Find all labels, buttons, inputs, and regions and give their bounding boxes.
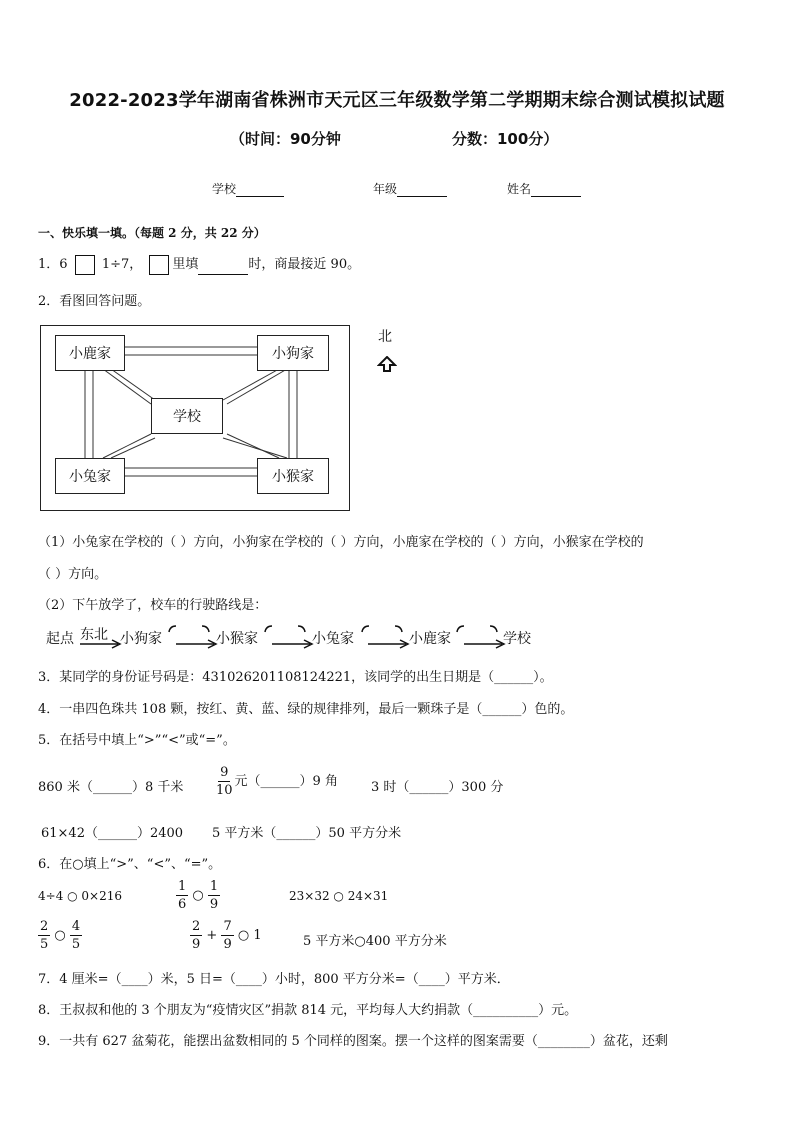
q5-item-2 <box>214 764 338 799</box>
q6-item-2 <box>176 878 220 913</box>
q5-item-1: 860 米（______）8 千米 <box>38 780 184 795</box>
q1-text-b: 1÷7， <box>101 257 143 272</box>
grade-blank[interactable] <box>397 196 447 197</box>
grade-label: 年级 <box>373 182 398 196</box>
q6-frac-2 <box>208 878 220 913</box>
route-arrows <box>76 622 516 652</box>
q5-fraction <box>214 764 235 799</box>
q6-compare-circle-1[interactable]: ○ <box>192 888 204 903</box>
q6-item-4 <box>38 918 82 953</box>
grade-field <box>373 180 447 197</box>
q6-frac-6-num: 7 <box>223 919 232 934</box>
q6-frac-5 <box>190 918 202 953</box>
q2-sub2: （2）下午放学了，校车的行驶路线是： <box>38 598 268 613</box>
dog-home: 小狗家 <box>257 335 329 371</box>
q6-item-6: 5 平方米○400 平方分米 <box>303 934 447 949</box>
monkey-home: 小猴家 <box>257 458 329 494</box>
exam-score: 分数：100分） <box>452 130 559 148</box>
question-3: 3．某同学的身份证号码是：431026201108124221，该同学的出生日期是（______）。 <box>38 670 553 685</box>
q6-item-1: 4÷4 ○ 0×216 <box>38 889 123 903</box>
q5-item-3: 3 时（______）300 分 <box>371 780 504 795</box>
exam-time: （时间：90分钟 <box>230 130 341 148</box>
route-stop-deer: 小鹿家 <box>409 631 451 647</box>
q5-item-2-text: 元（______）9 角 <box>234 774 338 789</box>
q1-text-c: 里填 <box>172 257 199 272</box>
name-blank[interactable] <box>531 196 581 197</box>
page-title: 2022-2023学年湖南省株洲市天元区三年级数学第二学期期末综合测试模拟试题 <box>69 90 725 111</box>
route-end: 学校 <box>503 631 531 647</box>
q2-sub1-line1: （1）小兔家在学校的（ ）方向，小狗家在学校的（ ）方向，小鹿家在学校的（ ）方向，小猴家在学校的 <box>38 535 644 550</box>
q6-frac-4-num: 4 <box>71 919 81 934</box>
q6-frac-1-num: 1 <box>178 879 187 894</box>
question-6-prompt: 6．在○填上“>”、“<”、“=”。 <box>38 857 222 872</box>
question-4: 4．一串四色珠共 108 颗，按红、黄、蓝、绿的规律排列，最后一颗珠子是（______）色的。 <box>38 702 574 717</box>
q2-sub1-line2: （ ）方向。 <box>38 567 108 582</box>
q6-item-3: 23×32 ○ 24×31 <box>289 889 389 903</box>
question-2-prompt: 2．看图回答问题。 <box>38 294 151 309</box>
question-1 <box>38 253 360 275</box>
question-7: 7．4 厘米=（____）米，5 日=（____）小时，800 平方分米=（____）平方米． <box>38 972 510 987</box>
q6-plus-sign: + <box>206 928 218 943</box>
q5-frac-num: 9 <box>220 765 229 780</box>
school-label: 学校 <box>212 182 237 196</box>
q1-text-a: 1．6 <box>38 257 68 272</box>
q1-answer-box-2[interactable] <box>149 255 169 275</box>
q6-frac-1-den: 6 <box>178 897 187 912</box>
q5-frac-den: 10 <box>216 783 233 798</box>
q6-item-5-rest: ○ 1 <box>237 928 262 943</box>
name-label: 姓名 <box>507 182 532 196</box>
q6-frac-5-num: 2 <box>192 919 201 934</box>
q6-frac-3 <box>38 918 50 953</box>
section-heading: 一、快乐填一填。（每题 2 分，共 22 分） <box>38 226 266 240</box>
q5-item-4: 61×42（______）2400 <box>41 826 184 841</box>
rabbit-home: 小兔家 <box>55 458 125 494</box>
q6-frac-5-den: 9 <box>192 937 201 952</box>
school-blank[interactable] <box>236 196 284 197</box>
q1-answer-box[interactable] <box>75 255 95 275</box>
q6-frac-1 <box>176 878 188 913</box>
deer-home: 小鹿家 <box>55 335 125 371</box>
q6-frac-2-den: 9 <box>209 897 219 912</box>
school-field <box>212 180 284 197</box>
route-stop-monkey: 小猴家 <box>216 631 258 647</box>
school-building: 学校 <box>151 398 223 434</box>
route-stop-dog: 小狗家 <box>120 631 162 647</box>
question-8: 8．王叔叔和他的 3 个朋友为“疫情灾区”捐款 814 元，平均每人大约捐款（__________）元。 <box>38 1003 578 1018</box>
route-dir-1: 东北 <box>80 627 108 643</box>
question-9: 9．一共有 627 盆菊花，能摆出盆数相同的 5 个同样的图案。摆一个这样的图案需要（________）盆花，还剩 <box>38 1034 668 1049</box>
q6-frac-3-num: 2 <box>40 919 49 934</box>
q6-frac-4-den: 5 <box>71 937 81 952</box>
map-diagram <box>40 325 350 511</box>
q6-frac-2-num: 1 <box>209 879 219 894</box>
q6-frac-6-den: 9 <box>223 937 232 952</box>
q6-item-5 <box>190 918 262 953</box>
q5-item-5: 5 平方米（______）50 平方分米 <box>212 826 402 841</box>
q6-frac-6 <box>221 918 233 953</box>
north-arrow-icon <box>377 356 397 372</box>
q1-blank[interactable] <box>198 274 248 275</box>
name-field <box>507 180 581 197</box>
q6-compare-circle-2[interactable]: ○ <box>54 928 66 943</box>
route-stop-rabbit: 小兔家 <box>312 631 354 647</box>
q6-frac-3-den: 5 <box>40 937 49 952</box>
route-start: 起点 <box>46 631 74 647</box>
q6-frac-4 <box>70 918 82 953</box>
question-5-prompt: 5．在括号中填上“>”“<”或“=”。 <box>38 733 236 748</box>
q1-text-d: 时，商最接近 90。 <box>248 257 361 272</box>
north-label: 北 <box>378 329 392 345</box>
